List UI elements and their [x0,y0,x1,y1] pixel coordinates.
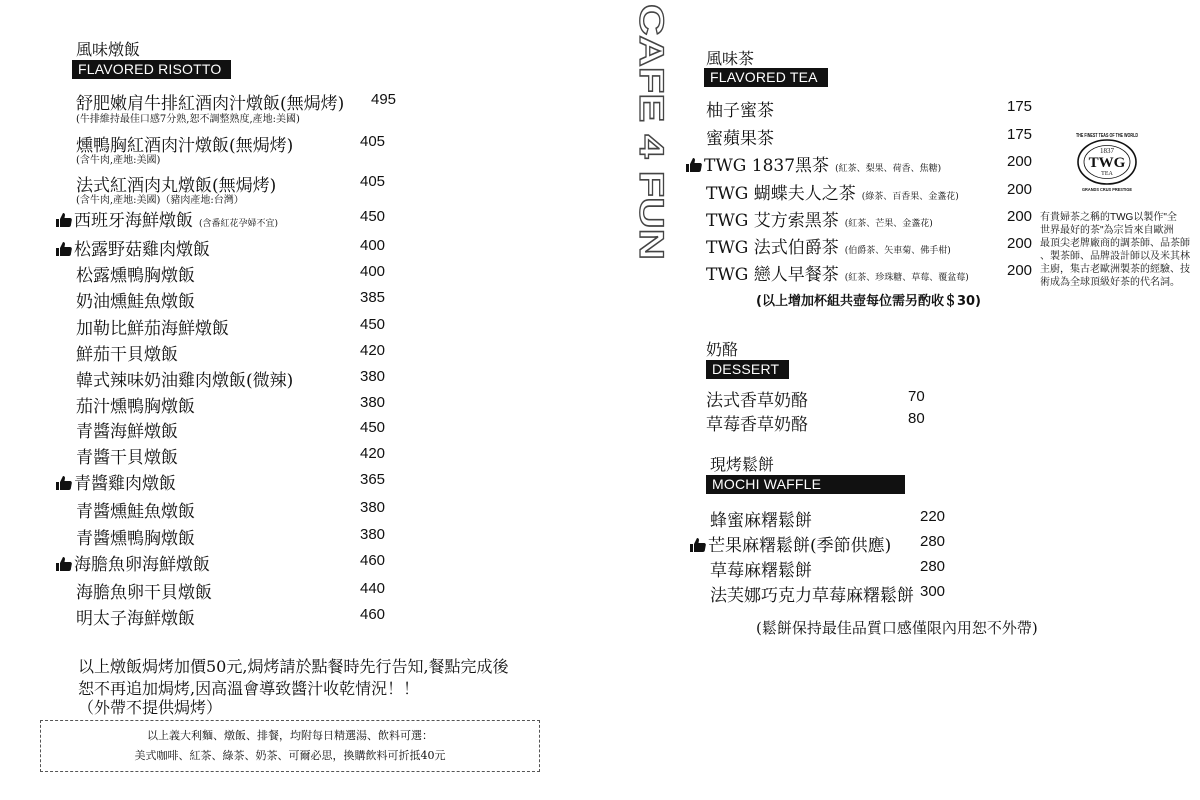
item-name: TWG 法式伯爵茶 [706,238,839,258]
item-name: 西班牙海鮮燉飯 [74,211,193,231]
twg-desc-line: 有貴婦茶之稱的TWG以製作"全 [1040,212,1177,223]
twg-description [1040,211,1190,289]
menu-item [706,179,959,204]
item-note: (紅茶、芒果、金盞花) [844,219,933,229]
set-meal-notice-line2: 美式咖啡、紅茶、綠茶、奶茶、可爾必思，換購飲料可折抵40元 [134,749,446,762]
item-name: 芒果麻糬鬆餅(季節供應) [708,536,892,556]
menu-item [706,260,969,285]
menu-item [56,469,176,494]
twg-desc-line: 術成為全球頂級好茶的代名詞。 [1040,277,1180,288]
item-price: 420 [360,342,386,359]
menu-item [76,340,178,365]
menu-item [56,550,210,575]
item-price: 175 [1007,126,1033,143]
item-price: 200 [1007,181,1033,198]
item-name: 青醬燻鴨胸燉飯 [76,529,195,549]
item-price: 175 [1007,98,1033,115]
item-price: 200 [1007,208,1033,225]
dessert-tag: DESSERT [706,360,789,379]
item-price: 450 [360,208,386,225]
waffle-footnote: (鬆餅保持最佳品質口感僅限內用恕不外帶) [756,619,1038,637]
item-name: 海膽魚卵干貝燉飯 [76,583,212,603]
dessert-title-en [706,359,789,379]
item-note: (伯爵茶、矢車菊、佛手柑) [844,246,951,256]
item-name: 奶油燻鮭魚燉飯 [76,292,195,312]
waffle-title-zh: 現烤鬆餅 [710,455,775,474]
item-name: 松露野菇雞肉燉飯 [74,240,210,260]
item-name: 蜜蘋果茶 [706,129,774,149]
item-note: (紅茶、珍珠糖、草莓、覆盆莓) [844,273,969,283]
item-name: 海膽魚卵海鮮燉飯 [74,555,210,575]
menu-item [690,531,891,556]
item-price: 495 [371,91,397,108]
menu-item [76,604,195,629]
thumbs-up-icon [56,476,72,490]
menu-item [56,206,278,231]
menu-item [710,506,812,531]
menu-item [76,392,195,417]
item-name: 茄汁燻鴨胸燉飯 [76,397,195,417]
set-meal-notice-line1: 以上義大利麵、燉飯、排餐，均附每日精選湯、飲料可選： [147,729,433,742]
thumbs-up-icon [686,158,702,172]
item-price: 450 [360,316,386,333]
twg-desc-line: 、製茶師、品牌設計師以及米其林 [1040,251,1190,262]
item-price: 200 [1007,153,1033,170]
set-meal-notice-box [40,720,540,772]
item-name: 青醬干貝燉飯 [76,448,178,468]
twg-logo-tea: TEA [1101,171,1113,177]
twg-logo-top: THE FINEST TEAS OF THE WORLD [1076,133,1139,139]
item-name: 青醬燻鮭魚燉飯 [76,502,195,522]
menu-item [706,96,774,121]
twg-desc-line: 最頂尖老牌廠商的調茶師、品茶師 [1040,238,1190,249]
menu-item [706,206,933,231]
item-name: 松露燻鴨胸燉飯 [76,266,195,286]
twg-logo-bottom: GRANDS CRUS PRESTIGE [1082,187,1132,192]
twg-logo-name: TWG [1088,155,1126,171]
item-note: (紅茶、梨果、荷香、焦糖) [835,164,942,174]
item-price: 460 [360,606,386,623]
thumbs-up-icon [56,213,72,227]
twg-desc-line: 世界最好的茶"為宗旨來自歐洲 [1040,225,1174,236]
item-name: TWG 蝴蝶夫人之茶 [706,184,856,204]
item-note: (含番紅花孕婦不宜) [199,219,279,229]
item-name: 加勒比鮮茄海鮮燉飯 [76,319,229,339]
item-name: 韓式辣味奶油雞肉燉飯(微辣) [76,371,294,391]
item-price: 400 [360,237,386,254]
menu-item [706,233,951,258]
item-price: 440 [360,580,386,597]
menu-item [76,443,178,468]
item-name: 蜂蜜麻糬鬆餅 [710,511,812,531]
item-name: 燻鴨胸紅酒肉汁燉飯(無焗烤) [76,136,294,156]
menu-item [76,261,195,286]
risotto-notice-line2: 恕不再追加焗烤,因高溫會導致醬汁收乾情況！！ [78,679,420,698]
menu-item [76,524,195,549]
risotto-title-zh: 風味燉飯 [76,40,141,59]
menu-item [76,578,212,603]
item-price: 450 [360,419,386,436]
thumbs-up-icon [56,242,72,256]
tea-tag: FLAVORED TEA [704,68,828,87]
menu-item [76,366,293,391]
risotto-title-en [72,59,231,79]
item-name: 青醬雞肉燉飯 [74,474,176,494]
item-price: 80 [908,410,925,427]
menu-item [710,556,812,581]
twg-logo [1062,126,1152,196]
item-price: 365 [360,471,386,488]
thumbs-up-icon [56,557,72,571]
item-subnote: (含牛肉,產地:美國)（豬肉產地:台灣） [76,195,244,206]
menu-item [686,151,941,176]
item-price: 380 [360,499,386,516]
item-name: 青醬海鮮燉飯 [76,422,178,442]
menu-item [76,497,195,522]
menu-item [76,287,195,312]
menu-item [706,124,774,149]
risotto-notice-line1: 以上燉飯焗烤加價50元,焗烤請於點餐時先行告知,餐點完成後 [78,657,509,676]
tea-footnote: (以上增加杯組共壺每位需另酌收＄30) [756,294,981,309]
item-name: TWG 戀人早餐茶 [706,265,839,285]
item-name: 草莓麻糬鬆餅 [710,561,812,581]
item-price: 70 [908,388,925,405]
tea-title-zh: 風味茶 [706,49,755,68]
item-price: 400 [360,263,386,280]
item-price: 380 [360,394,386,411]
item-name: 舒肥嫩肩牛排紅酒肉汁燉飯(無焗烤) [76,94,345,114]
brand-logo [632,2,672,264]
item-price: 405 [360,133,386,150]
menu-item [76,314,229,339]
item-price: 200 [1007,262,1033,279]
risotto-notice-line3: （外帶不提供焗烤） [78,698,223,717]
item-price: 380 [360,526,386,543]
item-name: 法式香草奶酪 [706,391,808,411]
item-name: 草莓香草奶酪 [706,415,808,435]
item-price: 300 [920,583,946,600]
item-price: 380 [360,368,386,385]
item-subnote: (含牛肉,產地:美國) [76,155,161,166]
item-price: 460 [360,552,386,569]
item-price: 220 [920,508,946,525]
item-price: 200 [1007,235,1033,252]
item-name: 柚子蜜茶 [706,101,774,121]
menu-item [706,410,808,435]
twg-logo-year: 1837 [1100,147,1114,155]
item-note: (綠茶、百香果、金盞花) [861,192,959,202]
item-price: 280 [920,558,946,575]
item-subnote: (牛排維持最佳口感7分熟,恕不調整熟度,產地:美國) [76,114,300,125]
thumbs-up-icon [690,538,706,552]
risotto-tag: FLAVORED RISOTTO [72,60,231,79]
item-name: 明太子海鮮燉飯 [76,609,195,629]
item-name: 法式紅酒肉丸燉飯(無焗烤) [76,176,277,196]
dessert-title-zh: 奶酪 [706,340,739,359]
item-name: TWG 艾方索黑茶 [706,211,839,231]
item-price: 385 [360,289,386,306]
menu-item [76,417,178,442]
waffle-title-en [706,474,905,494]
menu-item [706,386,808,411]
brand-text: CAFE 4 FUN [632,4,670,205]
item-name: TWG 1837黑茶 [704,156,830,176]
twg-desc-line: 主廚，集古老歐洲製茶的經驗、技 [1040,264,1190,275]
item-price: 420 [360,445,386,462]
item-name: 法芙娜巧克力草莓麻糬鬆餅 [710,586,914,606]
tea-title-en [704,67,828,87]
item-price: 280 [920,533,946,550]
waffle-tag: MOCHI WAFFLE [706,475,905,494]
item-name: 鮮茄干貝燉飯 [76,345,178,365]
menu-item [710,581,914,606]
item-price: 405 [360,173,386,190]
menu-item [56,235,210,260]
